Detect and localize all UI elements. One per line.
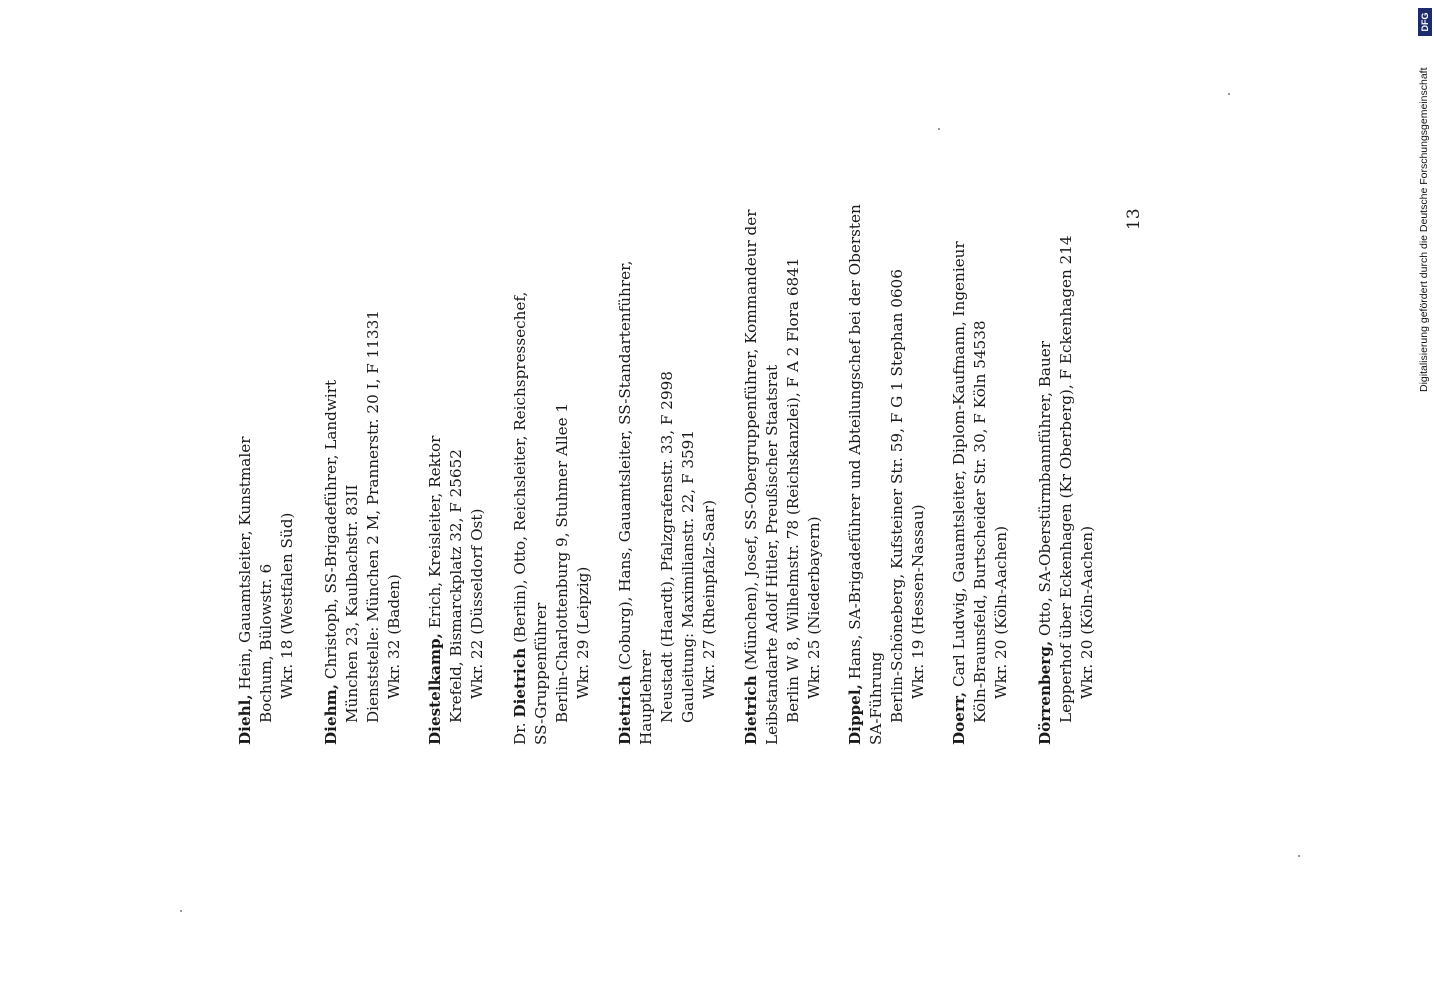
entry-district: Wkr. 25 (Niederbayern) [805, 516, 823, 699]
entry-text: Erich, Kreisleiter, Rektor [426, 435, 444, 634]
entry-district: Wkr. 18 (Westfalen Süd) [278, 512, 296, 699]
entry-address: München 23, Kaulbachstr. 83II [343, 484, 361, 723]
entry-district: Wkr. 22 (Düsseldorf Ost) [468, 508, 486, 699]
directory-entry [510, 215, 594, 745]
entry-text: Carl Ludwig, Gauamtsleiter, Diplom-Kaufmann, Ingenieur [950, 241, 968, 692]
entry-heading [949, 215, 970, 745]
logo-text: DFG [1420, 12, 1430, 32]
scan-speck [938, 128, 940, 130]
entry-text: Hans, SA-Brigadeführer und Abteilungschef bei der Obersten [846, 204, 864, 685]
entry-address: Bochum, Bülowstr. 6 [257, 563, 275, 723]
entry-name: Diestelkamp, [426, 633, 444, 745]
entry-district: Wkr. 20 (Köln-Aachen) [1078, 526, 1096, 699]
entry-district: Wkr. 20 (Köln-Aachen) [992, 526, 1010, 699]
entry-district: Wkr. 29 (Leipzig) [574, 566, 592, 699]
entry-text: (Coburg), Hans, Gauamtsleiter, SS-Standartenführer, [616, 260, 634, 676]
entry-text: (Berlin), Otto, Reichsleiter, Reichspressechef, [511, 291, 529, 648]
entry-continuation: SS-Gruppenführer [532, 602, 550, 745]
entry-text: Otto, SA-Oberstürmbannführer, Bauer [1036, 340, 1054, 641]
entry-name: Dietrich [511, 647, 529, 718]
entry-office: Dienststelle: München 2 M, Prannerstr. 20 I, F 11331 [364, 310, 382, 723]
scan-speck [1228, 93, 1230, 95]
directory-entry [949, 215, 1012, 745]
directory-entry [321, 215, 405, 745]
entry-name: Diehl, [236, 694, 254, 745]
entry-heading [1035, 215, 1056, 745]
entry-heading [235, 215, 256, 745]
directory-entry [615, 215, 720, 745]
entry-heading [741, 209, 762, 745]
entry-name: Dietrich [742, 675, 760, 745]
entry-name: Dörrenberg, [1036, 640, 1054, 745]
scan-speck [180, 910, 182, 912]
entry-text: Christoph, SS-Brigadeführer, Landwirt [322, 379, 340, 684]
entry-prefix: Dr. [511, 717, 529, 745]
entry-name: Doerr, [950, 691, 968, 745]
directory-entry [1035, 215, 1098, 745]
entry-address: Berlin-Schöneberg, Kufsteiner Str. 59, F G 1 Stephan 0606 [888, 269, 906, 723]
entry-continuation: Leibstandarte Adolf Hitler, Preußischer Staatsrat [763, 364, 781, 745]
entry-name: Dippel, [846, 684, 864, 745]
entry-address: Lepperhof über Eckenhagen (Kr Oberberg), F Eckenhagen 214 [1057, 235, 1075, 723]
digitization-note: Digitalisierung gefördert durch die Deutsche Forschungsgemeinschaft [1418, 67, 1430, 392]
entry-office: Gauleitung: Maximilianstr. 22, F 3591 [679, 430, 697, 723]
entry-address: Köln-Braunsfeld, Burtscheider Str. 30, F Köln 54538 [971, 320, 989, 723]
entry-address: Berlin-Charlottenburg 9, Stuhmer Allee 1 [553, 402, 571, 723]
entry-heading [321, 215, 342, 745]
entry-district: Wkr. 27 (Rheinpfalz-Saar) [700, 499, 718, 699]
entry-name: Dietrich [616, 675, 634, 745]
directory-entry [845, 204, 929, 745]
directory-entry [235, 215, 298, 745]
entry-district: Wkr. 19 (Hessen-Nassau) [909, 504, 927, 699]
entry-heading [425, 215, 446, 745]
entry-continuation: SA-Führung [867, 651, 885, 745]
entry-heading [615, 215, 636, 745]
directory-entry [741, 209, 825, 745]
dfg-logo [1418, 8, 1432, 36]
directory-entry [425, 215, 488, 745]
entry-heading [510, 215, 531, 745]
entry-address: Krefeld, Bismarckplatz 32, F 25652 [447, 449, 465, 723]
entry-name: Diehm, [322, 683, 340, 745]
rotated-document-page [235, 204, 1155, 745]
entry-text: Hein, Gauamtsleiter, Kunstmaler [236, 436, 254, 695]
page-number: 13 [1124, 208, 1144, 230]
entry-address: Berlin W 8, Wilhelmstr. 78 (Reichskanzlei), F A 2 Flora 6841 [784, 257, 802, 723]
entry-address: Neustadt (Haardt), Pfalzgrafenstr. 33, F 2998 [658, 371, 676, 723]
entry-heading [845, 204, 866, 745]
scan-speck [1298, 855, 1300, 857]
entry-text: (München), Josef, SS-Obergruppenführer, Kommandeur der [742, 209, 760, 676]
entry-continuation: Hauptlehrer [637, 649, 655, 745]
entry-district: Wkr. 32 (Baden) [385, 574, 403, 699]
